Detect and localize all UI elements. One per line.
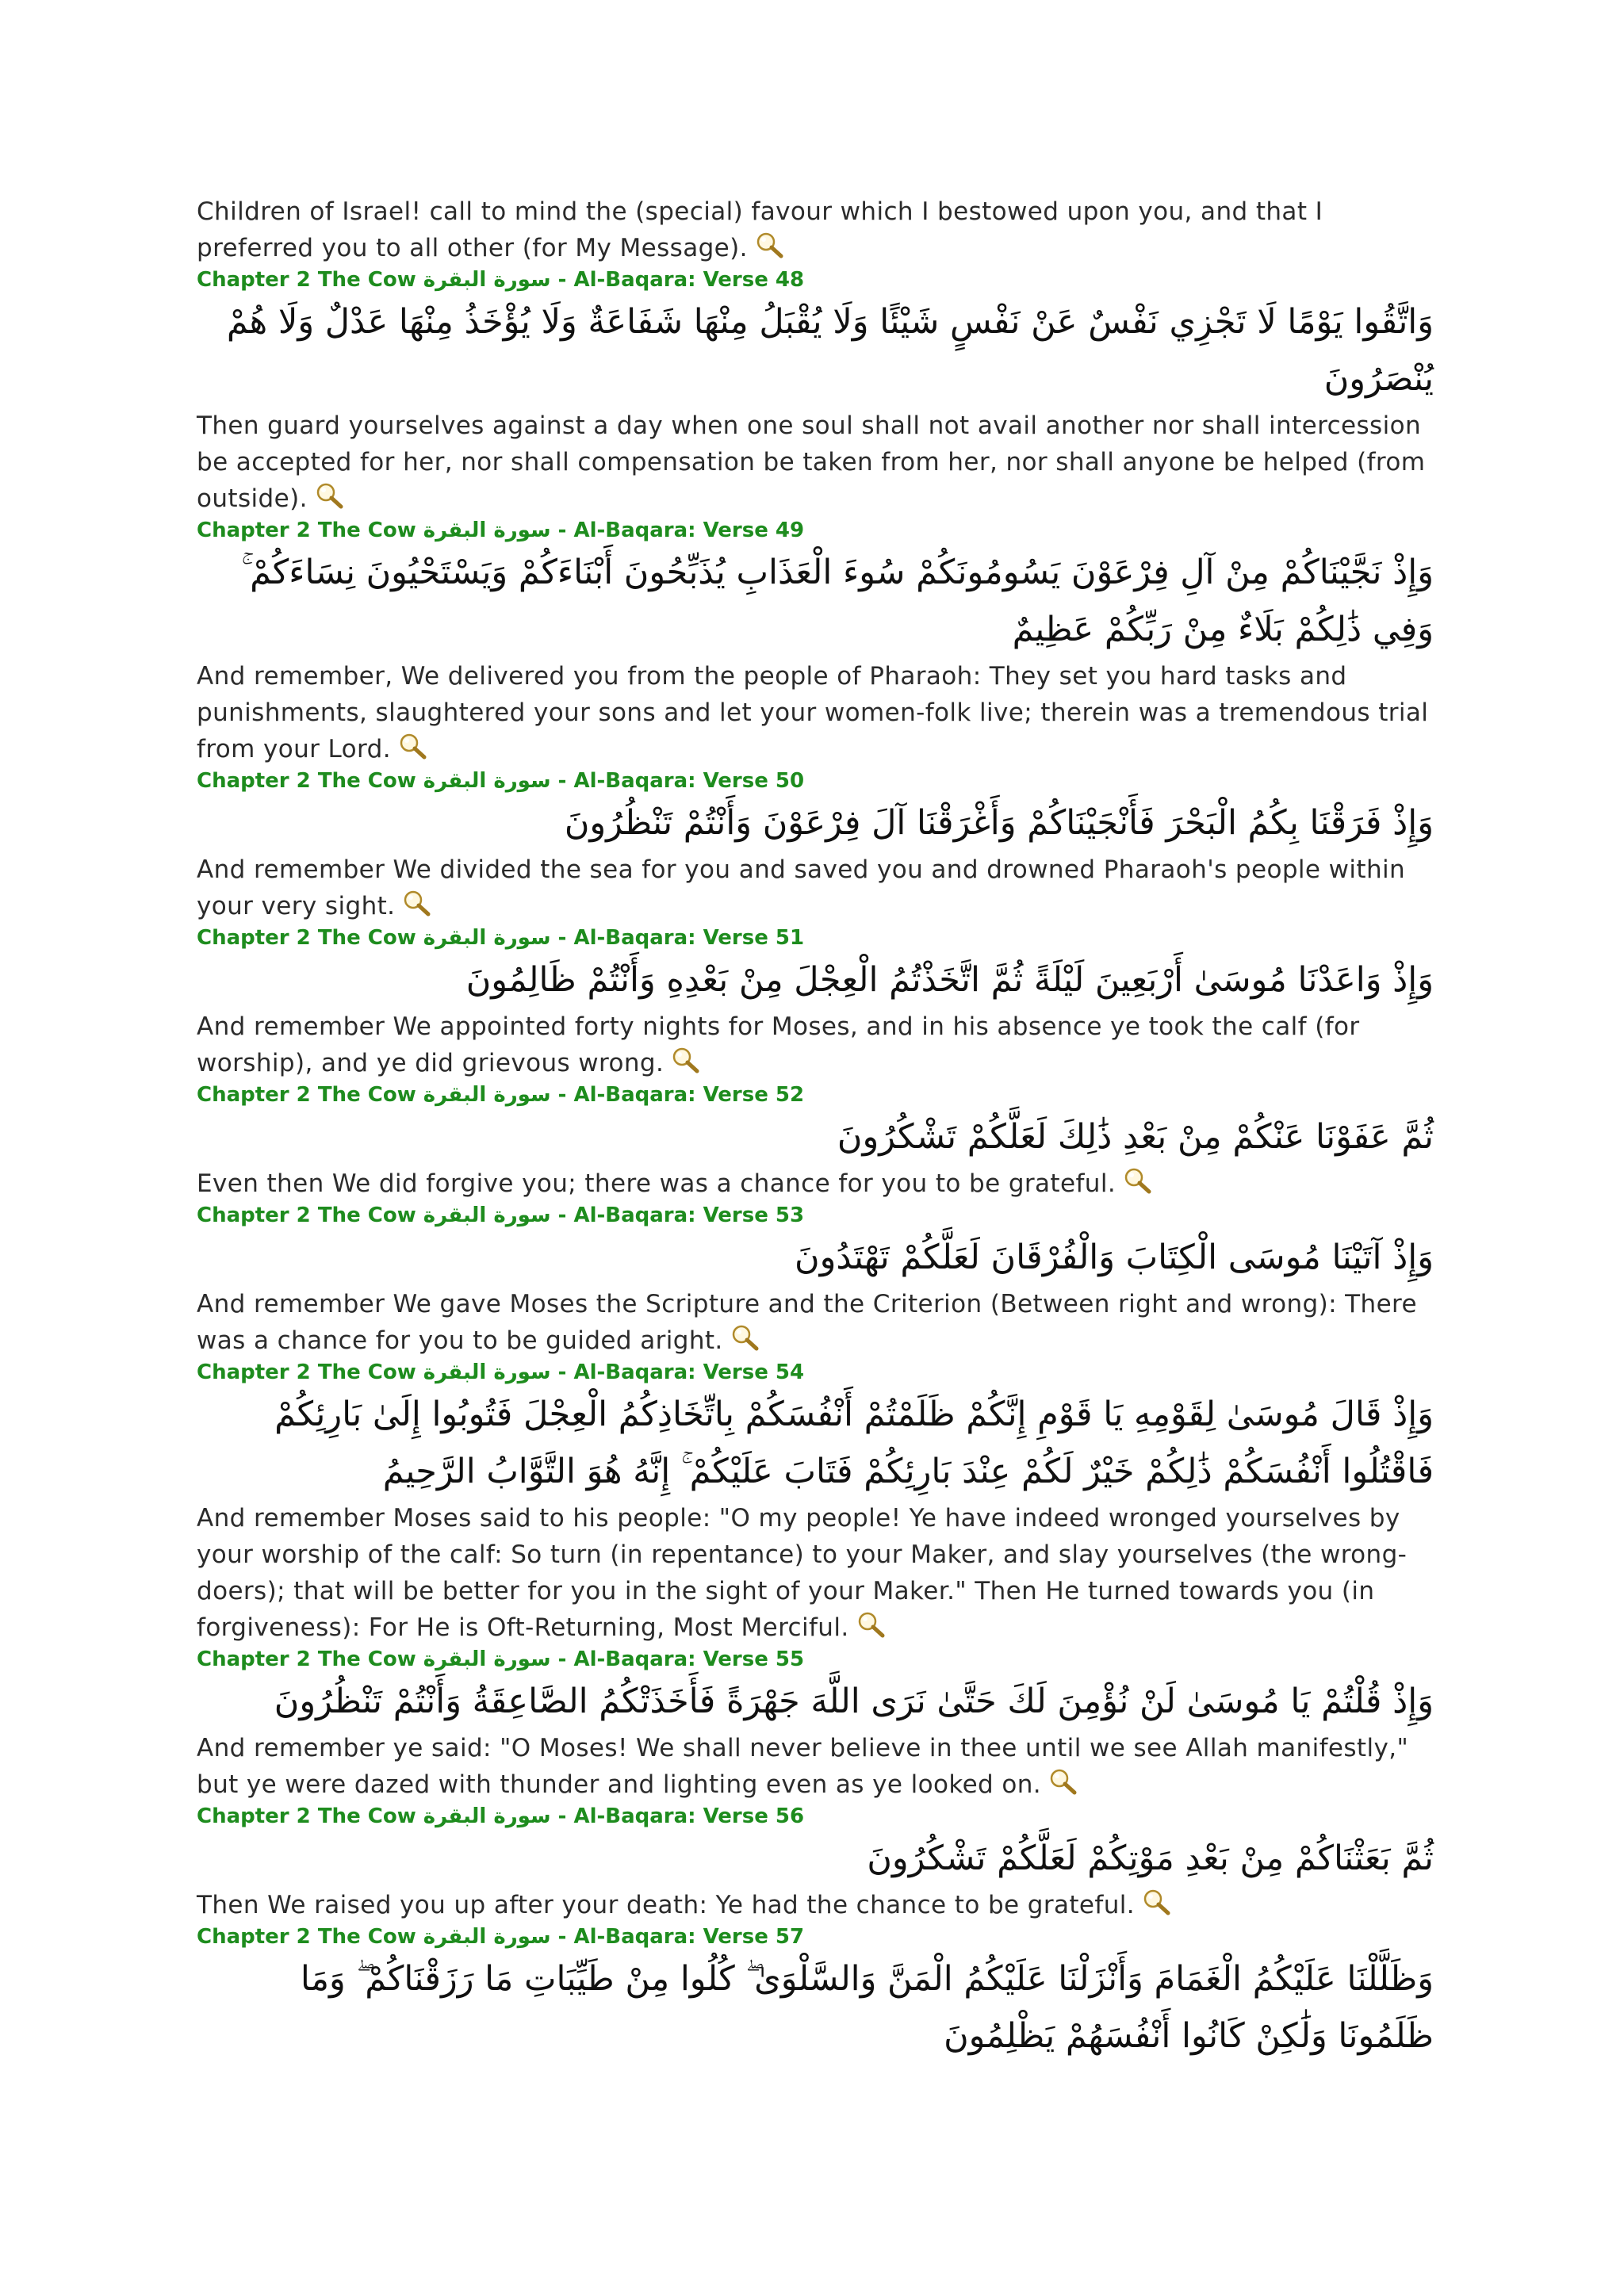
verse-arabic-text: وَإِذْ قُلْتُمْ يَا مُوسَىٰ لَنْ نُؤْمِنَ لَكَ حَتَّىٰ نَرَى اللَّهَ جَهْرَةً فَأَخَذَتْكُمُ الصَّاعِقَةُ وَأَنْتُمْ تَنْظُرُونَ [274,1682,1434,1721]
heading-prefix: Chapter 2 The Cow [197,1804,423,1828]
translation-text: And remember We divided the sea for you and saved you and drowned Pharaoh's people within your very sight. [197,855,1406,920]
verse-translation [197,658,1434,767]
verse-block [197,1923,1434,2064]
heading-surah-arabic: سورة البقرة [423,1925,551,1949]
verse-translation [197,193,1434,266]
verse-translation [197,1500,1434,1646]
verse-arabic-text: ثُمَّ بَعَثْنَاكُمْ مِنْ بَعْدِ مَوْتِكُمْ لَعَلَّكُمْ تَشْكُرُونَ [867,1839,1434,1878]
verse-arabic-text: وَإِذْ نَجَّيْنَاكُمْ مِنْ آلِ فِرْعَوْنَ يَسُومُونَكُمْ سُوءَ الْعَذَابِ يُذَبِّحُونَ أَبْنَاءَكُمْ وَيَسْتَحْيُونَ نِسَاءَكُمْ ۚ وَفِي ذَٰلِكُمْ بَلَاءٌ مِنْ رَبِّكُمْ عَظِيمٌ [241,553,1434,649]
verse-heading[interactable] [197,1202,1434,1229]
heading-surah-arabic: سورة البقرة [423,1804,551,1828]
heading-prefix: Chapter 2 The Cow [197,268,423,292]
heading-suffix: - Al-Baqara: Verse 56 [550,1804,805,1828]
heading-surah-arabic: سورة البقرة [423,268,551,292]
verse-arabic-text: وَإِذْ آتَيْنَا مُوسَى الْكِتَابَ وَالْفُرْقَانَ لَعَلَّكُمْ تَهْتَدُونَ [795,1238,1434,1277]
verse-arabic-text: ثُمَّ عَفَوْنَا عَنْكُمْ مِنْ بَعْدِ ذَٰلِكَ لَعَلَّكُمْ تَشْكُرُونَ [837,1117,1434,1157]
magnifier-icon[interactable] [397,732,429,760]
magnifier-icon[interactable] [730,1323,761,1352]
heading-suffix: - Al-Baqara: Verse 52 [550,1083,805,1107]
magnifier-icon[interactable] [856,1610,887,1639]
verse-list [197,266,1434,2064]
magnifier-icon[interactable] [314,481,346,510]
verse-translation [197,851,1434,924]
verse-block [197,1803,1434,1923]
verse-heading[interactable] [197,1359,1434,1386]
verse-heading[interactable] [197,1803,1434,1830]
document-page [197,193,1434,2064]
heading-suffix: - Al-Baqara: Verse 57 [550,1925,805,1949]
heading-prefix: Chapter 2 The Cow [197,1203,423,1227]
translation-text: Even then We did forgive you; there was a chance for you to be grateful. [197,1169,1116,1198]
translation-text: And remember Moses said to his people: "O my people! Ye have indeed wronged yourselves by your worship of the calf: So turn (in repentance) to your Maker, and slay yourselves (the wrong-doers); that will be better for you in the sight of your Maker." Then He turned towards you (in forgiveness): For He is Oft-Returning, Most Merciful. [197,1504,1408,1642]
verse-translation [197,1165,1434,1202]
magnifier-icon[interactable] [754,231,786,259]
verse-translation [197,1286,1434,1359]
heading-surah-arabic: سورة البقرة [423,1203,551,1227]
heading-prefix: Chapter 2 The Cow [197,1360,423,1384]
heading-prefix: Chapter 2 The Cow [197,769,423,793]
verse-arabic-text: وَاتَّقُوا يَوْمًا لَا تَجْزِي نَفْسٌ عَنْ نَفْسٍ شَيْئًا وَلَا يُقْبَلُ مِنْهَا شَفَاعَةٌ وَلَا يُؤْخَذُ مِنْهَا عَدْلٌ وَلَا هُمْ يُنْصَرُونَ [226,302,1434,399]
heading-surah-arabic: سورة البقرة [423,1083,551,1107]
heading-prefix: Chapter 2 The Cow [197,519,423,542]
verse-arabic-text: وَظَلَّلْنَا عَلَيْكُمُ الْغَمَامَ وَأَنْزَلْنَا عَلَيْكُمُ الْمَنَّ وَالسَّلْوَىٰ ۖ كُلُوا مِنْ طَيِّبَاتِ مَا رَزَقْنَاكُمْ ۖ وَمَا ظَلَمُونَا وَلَٰكِنْ كَانُوا أَنْفُسَهُمْ يَظْلِمُونَ [300,1959,1434,2056]
heading-prefix: Chapter 2 The Cow [197,1925,423,1949]
verse-arabic-text: وَإِذْ وَاعَدْنَا مُوسَىٰ أَرْبَعِينَ لَيْلَةً ثُمَّ اتَّخَذْتُمُ الْعِجْلَ مِنْ بَعْدِهِ وَأَنْتُمْ ظَالِمُونَ [465,960,1434,1000]
verse-translation [197,1008,1434,1081]
heading-prefix: Chapter 2 The Cow [197,926,423,950]
verse-block [197,1202,1434,1359]
heading-surah-arabic: سورة البقرة [423,926,551,950]
heading-surah-arabic: سورة البقرة [423,1647,551,1671]
verse-heading[interactable] [197,1081,1434,1108]
translation-text: And remember ye said: "O Moses! We shall never believe in thee until we see Allah manifestly," but ye were dazed with thunder and lighting even as ye looked on. [197,1734,1409,1799]
heading-surah-arabic: سورة البقرة [423,519,551,542]
verse-translation [197,1887,1434,1923]
magnifier-icon[interactable] [670,1046,702,1074]
translation-text: And remember We appointed forty nights for Moses, and in his absence ye took the calf (for worship), and ye did grievous wrong. [197,1012,1360,1077]
verse-block [197,517,1434,767]
verse-translation [197,408,1434,517]
translation-text: Then guard yourselves against a day when one soul shall not avail another nor shall intercession be accepted for her, nor shall compensation be taken from her, nor shall anyone be helped (from outside). [197,411,1426,513]
verse-heading[interactable] [197,924,1434,951]
heading-suffix: - Al-Baqara: Verse 48 [550,268,805,292]
verse-heading[interactable] [197,517,1434,544]
heading-surah-arabic: سورة البقرة [423,769,551,793]
verse-translation [197,1730,1434,1803]
verse-block [197,924,1434,1081]
verse-heading[interactable] [197,1646,1434,1673]
heading-prefix: Chapter 2 The Cow [197,1647,423,1671]
verse-heading[interactable] [197,266,1434,293]
heading-suffix: - Al-Baqara: Verse 54 [550,1360,805,1384]
verse-block [197,1359,1434,1646]
verse-heading[interactable] [197,767,1434,794]
heading-suffix: - Al-Baqara: Verse 55 [550,1647,805,1671]
magnifier-icon[interactable] [1122,1166,1154,1195]
magnifier-icon[interactable] [1048,1767,1079,1796]
heading-surah-arabic: سورة البقرة [423,1360,551,1384]
verse-block [197,1081,1434,1202]
verse-heading[interactable] [197,1923,1434,1950]
heading-suffix: - Al-Baqara: Verse 50 [550,769,805,793]
verse-arabic-text: وَإِذْ فَرَقْنَا بِكُمُ الْبَحْرَ فَأَنْجَيْنَاكُمْ وَأَغْرَقْنَا آلَ فِرْعَوْنَ وَأَنْتُمْ تَنْظُرُونَ [564,803,1434,843]
translation-text: And remember We gave Moses the Scripture and the Criterion (Between right and wrong): There was a chance for you to be guided aright. [197,1290,1417,1355]
heading-suffix: - Al-Baqara: Verse 53 [550,1203,805,1227]
verse-block [197,767,1434,924]
heading-suffix: - Al-Baqara: Verse 51 [550,926,805,950]
verse-arabic-text: وَإِذْ قَالَ مُوسَىٰ لِقَوْمِهِ يَا قَوْمِ إِنَّكُمْ ظَلَمْتُمْ أَنْفُسَكُمْ بِاتِّخَاذِكُمُ الْعِجْلَ فَتُوبُوا إِلَىٰ بَارِئِكُمْ فَاقْتُلُوا أَنْفُسَكُمْ ذَٰلِكُمْ خَيْرٌ لَكُمْ عِنْدَ بَارِئِكُمْ فَتَابَ عَلَيْكُمْ ۚ إِنَّهُ هُوَ التَّوَّابُ الرَّحِيمُ [274,1395,1434,1491]
heading-prefix: Chapter 2 The Cow [197,1083,423,1107]
magnifier-icon[interactable] [1141,1888,1173,1916]
magnifier-icon[interactable] [401,889,433,917]
heading-suffix: - Al-Baqara: Verse 49 [550,519,805,542]
translation-text: Children of Israel! call to mind the (special) favour which I bestowed upon you, and that I preferred you to all other (for My Message). [197,197,1323,262]
verse-block [197,1646,1434,1803]
translation-text: Then We raised you up after your death: Ye had the chance to be grateful. [197,1891,1136,1919]
verse-block [197,266,1434,517]
translation-text: And remember, We delivered you from the people of Pharaoh: They set you hard tasks and punishments, slaughtered your sons and let your women-folk live; therein was a tremendous trial from your Lord. [197,662,1429,763]
